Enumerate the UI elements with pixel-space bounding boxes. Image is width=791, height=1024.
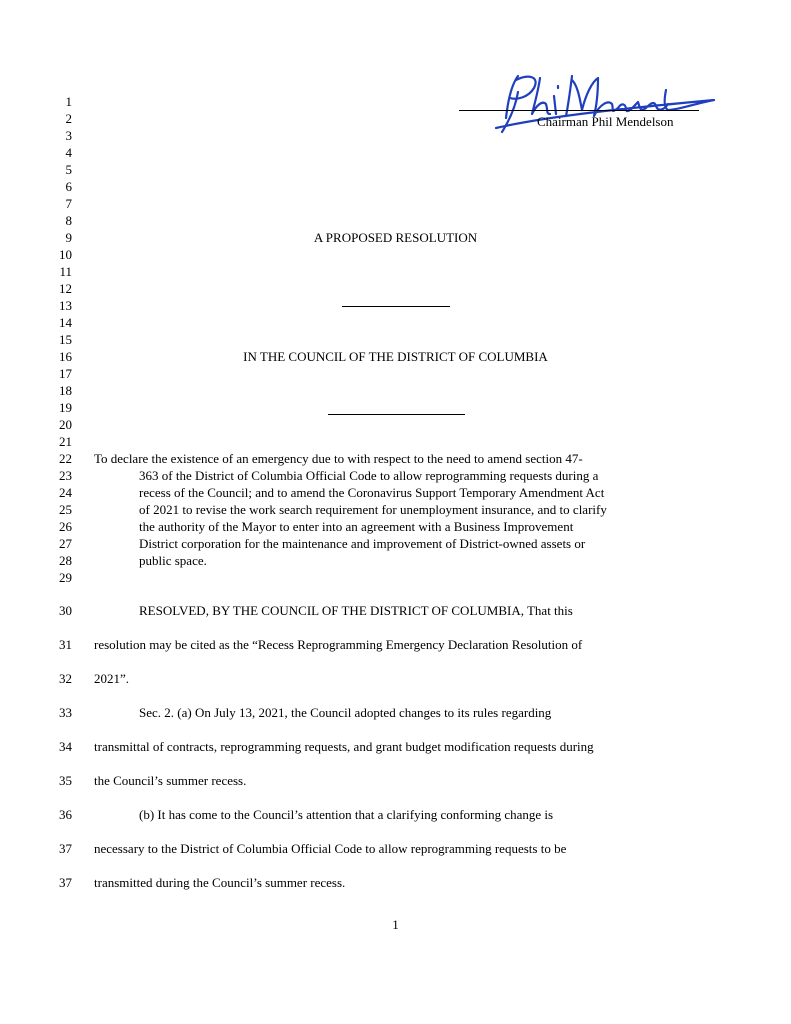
signature-line	[459, 110, 699, 111]
line-number: 13	[59, 298, 72, 313]
line-number: 10	[59, 247, 72, 262]
body-line: transmittal of contracts, reprogramming requests, and grant budget modification requests during	[94, 739, 594, 754]
signature-image	[488, 70, 718, 140]
purpose-line: 363 of the District of Columbia Official Code to allow reprogramming requests during a	[139, 468, 599, 483]
line-number: 12	[59, 281, 72, 296]
line-number: 19	[59, 400, 72, 415]
line-number: 24	[59, 485, 72, 500]
line-number: 28	[59, 553, 72, 568]
line-number: 22	[59, 451, 72, 466]
line-number: 14	[59, 315, 72, 330]
line-number: 7	[65, 196, 72, 211]
line-number: 2	[65, 111, 72, 126]
line-number: 31	[59, 637, 72, 652]
line-number: 20	[59, 417, 72, 432]
body-line: the Council’s summer recess.	[94, 773, 247, 788]
line-number: 5	[65, 162, 72, 177]
purpose-line: of 2021 to revise the work search requirement for unemployment insurance, and to clarify	[139, 502, 607, 517]
purpose-line: the authority of the Mayor to enter into an agreement with a Business Improvement	[139, 519, 574, 534]
body-line: RESOLVED, BY THE COUNCIL OF THE DISTRICT OF COLUMBIA, That this	[139, 603, 573, 618]
line-number: 16	[59, 349, 72, 364]
purpose-line: public space.	[139, 553, 207, 568]
line-number: 23	[59, 468, 72, 483]
line-number: 25	[59, 502, 72, 517]
purpose-line: District corporation for the maintenance and improvement of District-owned assets or	[139, 536, 586, 551]
title-rule	[342, 306, 450, 307]
line-number: 34	[59, 739, 72, 754]
body-line: (b) It has come to the Council’s attention that a clarifying conforming change is	[139, 807, 554, 822]
body-line: necessary to the District of Columbia Official Code to allow reprogramming requests to be	[94, 841, 567, 856]
line-number: 9	[65, 230, 72, 245]
line-number: 37	[59, 875, 72, 890]
line-number: 36	[59, 807, 72, 822]
body-line: transmitted during the Council’s summer recess.	[94, 875, 346, 890]
body-line: 2021”.	[94, 671, 130, 686]
line-number: 11	[59, 264, 72, 279]
document-title: A PROPOSED RESOLUTION	[313, 230, 478, 245]
line-number: 27	[59, 536, 72, 551]
line-number: 4	[65, 145, 72, 160]
purpose-line: To declare the existence of an emergency due to with respect to the need to amend section 47-	[94, 451, 583, 466]
body-line: resolution may be cited as the “Recess Reprogramming Emergency Declaration Resolution of	[94, 637, 583, 652]
purpose-line: recess of the Council; and to amend the Coronavirus Support Temporary Amendment Act	[139, 485, 605, 500]
line-number: 15	[59, 332, 72, 347]
line-number: 8	[65, 213, 72, 228]
line-number: 26	[59, 519, 72, 534]
line-number: 29	[59, 570, 72, 585]
line-number: 35	[59, 773, 72, 788]
body-line: Sec. 2. (a) On July 13, 2021, the Council adopted changes to its rules regarding	[139, 705, 552, 720]
line-number: 37	[59, 841, 72, 856]
council-rule	[328, 414, 465, 415]
line-number: 6	[65, 179, 72, 194]
line-number: 21	[59, 434, 72, 449]
line-number: 30	[59, 603, 72, 618]
council-heading: IN THE COUNCIL OF THE DISTRICT OF COLUMBIA	[243, 349, 548, 364]
page-number: 1	[392, 917, 399, 932]
line-number: 32	[59, 671, 72, 686]
signer-name: Chairman Phil Mendelson	[537, 114, 674, 129]
line-number: 33	[59, 705, 72, 720]
line-number: 17	[59, 366, 72, 381]
line-number: 18	[59, 383, 72, 398]
line-number: 3	[65, 128, 72, 143]
line-number: 1	[65, 94, 72, 109]
